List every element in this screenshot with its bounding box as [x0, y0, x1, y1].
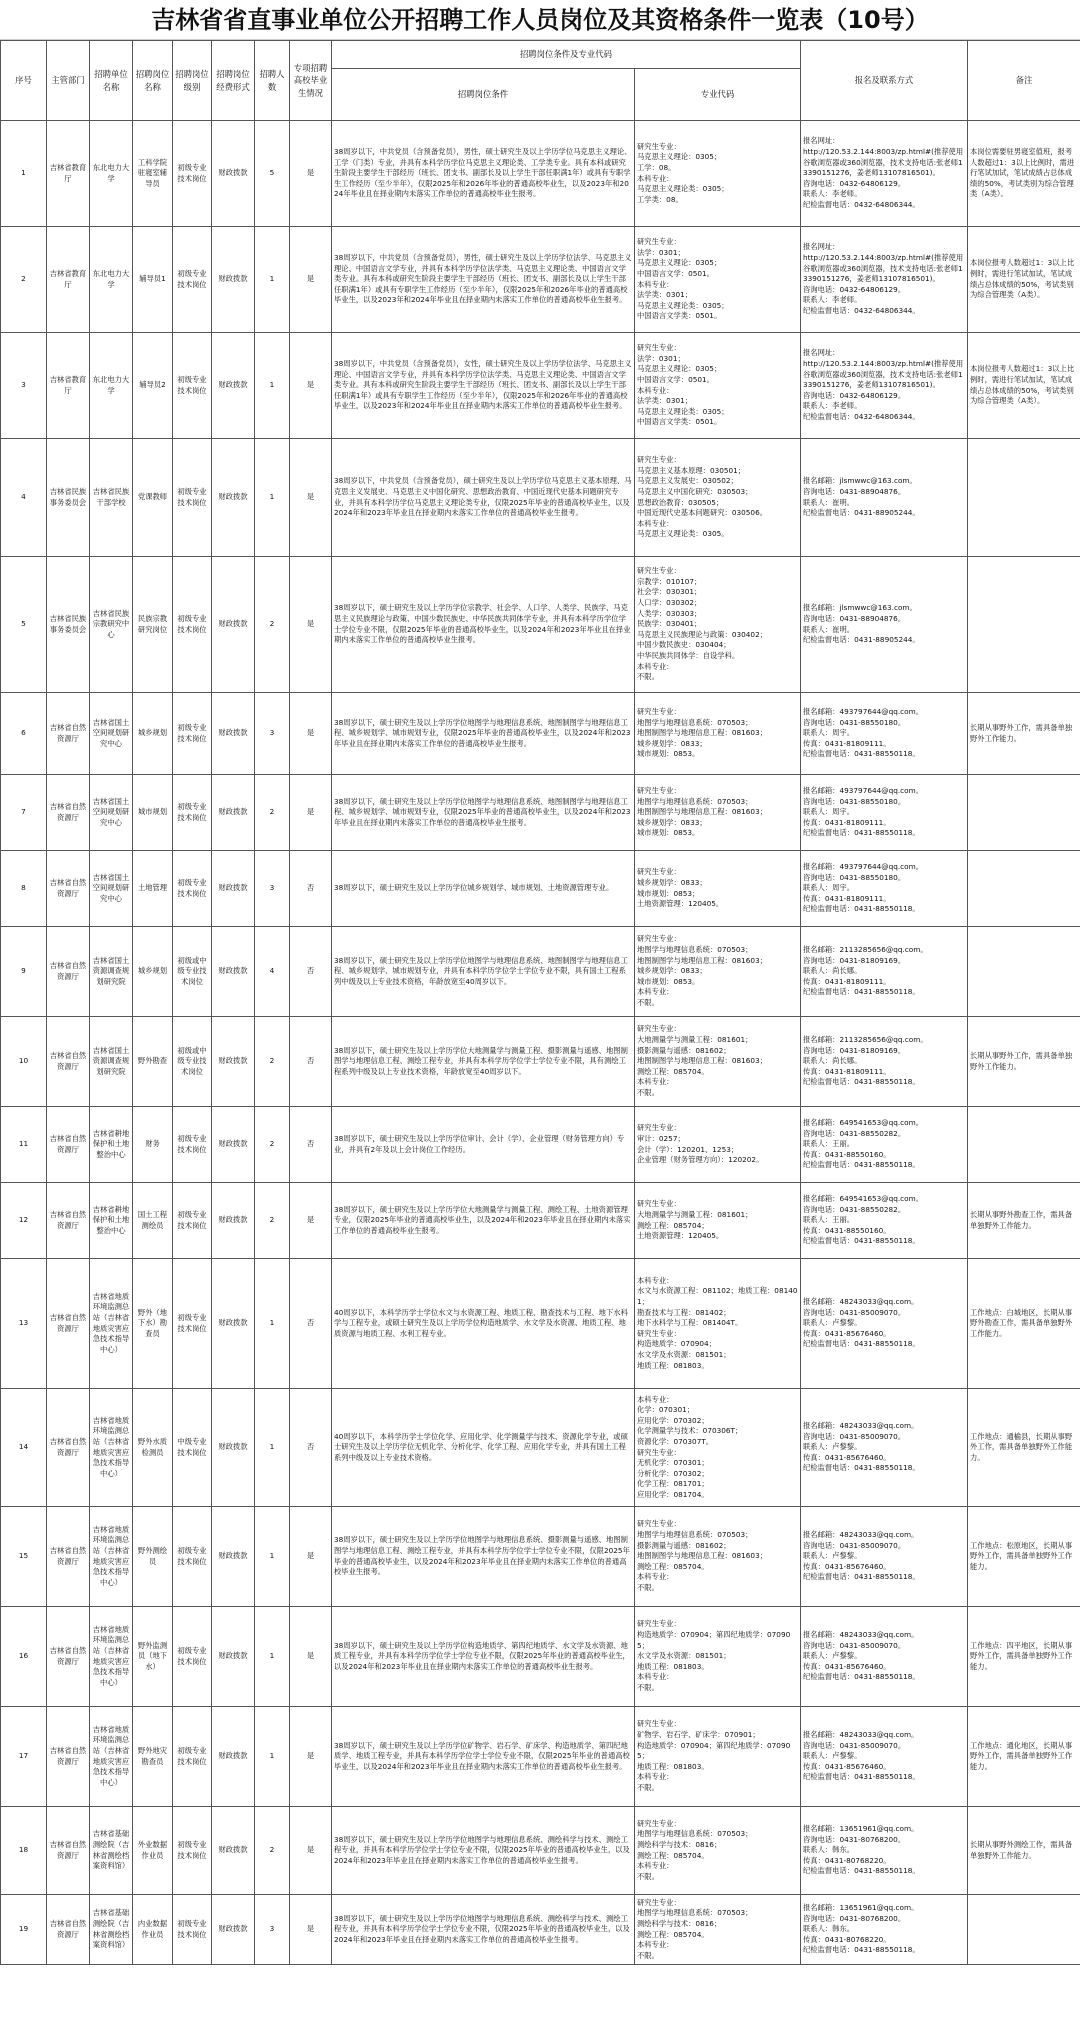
cell-level: 初级专业技术岗位	[173, 557, 212, 693]
cell-special: 是	[290, 1807, 332, 1895]
cell-contact: 报名邮箱：48243033@qq.com。 咨询电话：0431-85009070。 联系人：卢黎黎。 传真：0431-85676460。 纪检监督电话：0431-88550118。	[801, 1389, 968, 1507]
cell-funding: 财政拨款	[212, 693, 255, 775]
cell-funding: 财政拨款	[212, 1389, 255, 1507]
cell-seq: 19	[1, 1895, 47, 1965]
cell-cond: 40周岁以下，本科学历学士学位化学、应用化学、化学测量学与技术、资源化学专业，或硕士研究生及以上学历学位无机化学、分析化学、化学工程、应用化学专业，并具有国土工程系列中级及以上专业技术资格。	[332, 1389, 635, 1507]
cell-count: 1	[255, 1259, 290, 1389]
cell-cond: 38周岁以下，硕士研究生及以上学历学位地图学与地理信息系统、测绘科学与技术、测绘工程专业，并具有本科学历学位学士学位专业不限，仅限2025年毕业的普通高校毕业生，以及2024年和2023年毕业且在择业期内未落实工作单位的普通高校毕业生报考。	[332, 1807, 635, 1895]
cell-unit: 吉林省民族宗教研究中心	[90, 557, 133, 693]
cell-major: 研究生专业： 法学：0301； 马克思主义理论：0305； 中国语言文学：0501。 本科专业： 法学类：0301； 马克思主义理论类：0305； 中国语言文学类：0501。	[635, 333, 801, 439]
cell-level: 初级专业技术岗位	[173, 121, 212, 227]
cell-level: 初级专业技术岗位	[173, 1507, 212, 1607]
cell-special: 否	[290, 1389, 332, 1507]
cell-post: 外业数据作业员	[133, 1807, 173, 1895]
cell-dept: 吉林省自然资源厅	[47, 1507, 90, 1607]
cell-major: 研究生专业： 大地测量学与测量工程：081601； 测绘工程：085704； 土地资源管理：120405。	[635, 1183, 801, 1259]
cell-unit: 吉林省国土资源调查规划研究院	[90, 927, 133, 1017]
table-row	[1, 1607, 1080, 1707]
header-post: 招聘岗位名称	[133, 41, 173, 121]
cell-seq: 1	[1, 121, 47, 227]
cell-count: 2	[255, 1807, 290, 1895]
cell-seq: 18	[1, 1807, 47, 1895]
cell-special: 是	[290, 121, 332, 227]
header-contact: 报名及联系方式	[801, 41, 968, 121]
cell-remark: 本岗位报考人数超过1：3以上比例时，需进行笔试加试，笔试成绩占总体成绩的50%，考试类别为综合管理类（A类）。	[968, 227, 1080, 333]
cell-funding: 财政拨款	[212, 1707, 255, 1807]
cell-contact: 报名邮箱：jlsmwwc@163.com。 咨询电话：0431-88904876。 联系人：崔明。 纪检监督电话：0431-88905244。	[801, 557, 968, 693]
cell-unit: 东北电力大学	[90, 333, 133, 439]
cell-post: 城乡规划	[133, 693, 173, 775]
cell-funding: 财政拨款	[212, 927, 255, 1017]
cell-count: 1	[255, 1607, 290, 1707]
cell-post: 城乡规划	[133, 927, 173, 1017]
cell-seq: 13	[1, 1259, 47, 1389]
cell-funding: 财政拨款	[212, 557, 255, 693]
recruitment-table	[0, 40, 1080, 1965]
cell-post: 国土工程测绘员	[133, 1183, 173, 1259]
cell-contact: 报名网址： http://120.53.2.144:8003/zp.html#(推荐使用谷歌浏览器或360浏览器，技术支持电话:张老师13390151276，姜老师13107816501)。 咨询电话：0432-64806129。 联系人：李老师。 纪检监督电话：0432-64806344。	[801, 333, 968, 439]
cell-remark: 长期从事野外勘查工作，需具备单独野外工作能力。	[968, 1183, 1080, 1259]
cell-dept: 吉林省自然资源厅	[47, 1183, 90, 1259]
cell-funding: 财政拨款	[212, 1607, 255, 1707]
table-row	[1, 1807, 1080, 1895]
cell-contact: 报名邮箱：2113285656@qq.com。 咨询电话：0431-81809169。 联系人：尚长娜。 传真：0431-81809111。 纪检监督电话：0431-88550118。	[801, 927, 968, 1017]
cell-major: 本科专业： 化学：070301； 应用化学：070302； 化学测量学与技术：070306T； 资源化学：070307T。 研究生专业： 无机化学：070301； 分析化学：070302； 化学工程：081701； 应用化学：081704。	[635, 1389, 801, 1507]
cell-unit: 东北电力大学	[90, 227, 133, 333]
cell-funding: 财政拨款	[212, 227, 255, 333]
cell-contact: 报名邮箱：48243033@qq.com。 咨询电话：0431-85009070。 联系人：卢黎黎。 传真：0431-85676460。 纪检监督电话：0431-88550118。	[801, 1607, 968, 1707]
header-remark: 备注	[968, 41, 1080, 121]
cell-post: 野外勘查	[133, 1017, 173, 1107]
table-row	[1, 1183, 1080, 1259]
cell-cond: 38周岁以下，硕士研究生及以上学历学位大地测量学与测量工程、摄影测量与遥感、地图制图学与地理信息工程、测绘工程专业，并具有本科学历学位学士学位专业不限，具有测绘工程系列中级及以上专业技术资格，年龄放宽至40周岁以下。	[332, 1017, 635, 1107]
cell-remark: 长期从事野外测绘工作，需具备单独野外工作能力。	[968, 1807, 1080, 1895]
header-level: 招聘岗位级别	[173, 41, 212, 121]
cell-dept: 吉林省自然资源厅	[47, 1259, 90, 1389]
cell-seq: 11	[1, 1107, 47, 1183]
cell-special: 否	[290, 851, 332, 927]
cell-unit: 吉林省耕地保护和土地整治中心	[90, 1107, 133, 1183]
table-row	[1, 693, 1080, 775]
cell-count: 3	[255, 693, 290, 775]
cell-major: 研究生专业： 大地测量学与测量工程：081601； 摄影测量与遥感：081602； 地图制图学与地理信息工程：081603； 测绘工程：085704。 本科专业： 不限。	[635, 1017, 801, 1107]
cell-contact: 报名邮箱：493797644@qq.com。 咨询电话：0431-88550180。 联系人：周宇。 传真：0431-81809111。 纪检监督电话：0431-88550118。	[801, 851, 968, 927]
cell-funding: 财政拨款	[212, 1259, 255, 1389]
cell-post: 野外地灾勘查员	[133, 1707, 173, 1807]
cell-unit: 吉林省基础测绘院（吉林省测绘档案资料馆）	[90, 1807, 133, 1895]
cell-funding: 财政拨款	[212, 1507, 255, 1607]
cell-cond: 38周岁以下，硕士研究生及以上学历学位构造地质学、第四纪地质学、水文学及水资源、地质工程专业，并具有本科学历学位学士学位专业不限，仅限2025年毕业的普通高校毕业生，以及2024年和2023年毕业且在择业期内未落实工作单位的普通高校毕业生报考。	[332, 1607, 635, 1707]
cell-contact: 报名邮箱：493797644@qq.com。 咨询电话：0431-88550180。 联系人：周宇。 传真：0431-81809111。 纪检监督电话：0431-88550118。	[801, 775, 968, 851]
cell-post: 辅导员1	[133, 227, 173, 333]
cell-level: 初级专业技术岗位	[173, 1183, 212, 1259]
cell-remark: 工作地点：松原地区，长期从事野外工作，需具备单独野外工作能力。	[968, 1507, 1080, 1607]
cell-special: 否	[290, 927, 332, 1017]
cell-cond: 38周岁以下，硕士研究生及以上学历学位宗教学、社会学、人口学、人类学、民族学、马克思主义民族理论与政策、中国少数民族史、中华民族共同体学专业，并具有本科学历学位学士学位专业不限，仅限2025年毕业的普通高校毕业生，以及2024年和2023年毕业且在择业期内未落实工作单位的普通高校毕业生报考。	[332, 557, 635, 693]
cell-funding: 财政拨款	[212, 1183, 255, 1259]
cell-major: 研究生专业： 地图学与地理信息系统：070503； 摄影测量与遥感：081602； 地图制图学与地理信息工程：081603； 测绘工程：085704。 本科专业： 不限。	[635, 1507, 801, 1607]
cell-remark: 长期从事野外工作，需具备单独野外工作能力。	[968, 1017, 1080, 1107]
header-dept: 主管部门	[47, 41, 90, 121]
cell-special: 是	[290, 1707, 332, 1807]
cell-count: 1	[255, 1707, 290, 1807]
cell-remark	[968, 1107, 1080, 1183]
cell-level: 初级专业技术岗位	[173, 333, 212, 439]
cell-dept: 吉林省自然资源厅	[47, 1607, 90, 1707]
cell-seq: 12	[1, 1183, 47, 1259]
cell-funding: 财政拨款	[212, 1107, 255, 1183]
cell-dept: 吉林省自然资源厅	[47, 1707, 90, 1807]
page-title: 吉林省省直事业单位公开招聘工作人员岗位及其资格条件一览表（10号）	[0, 0, 1080, 40]
cell-level: 初级专业技术岗位	[173, 227, 212, 333]
cell-funding: 财政拨款	[212, 1895, 255, 1965]
cell-cond: 38周岁以下，中共党员（含预备党员），男性，硕士研究生及以上学历学位马克思主义理论、工学（门类）专业，并具有本科学历学位马克思主义理论类、工学类专业。具有本科或研究生阶段主要学生干部经历（班长、团支书、副部长及以上学生干部任职满1年）或具有专职学生工作经历（至少半年），仅限2025年和2026年毕业的普通高校毕业生，以及2023年和2024年毕业且在择业期内未落实工作单位的普通高校毕业生报考。	[332, 121, 635, 227]
cell-special: 是	[290, 1895, 332, 1965]
cell-unit: 吉林省国土空间规划研究中心	[90, 775, 133, 851]
cell-unit: 吉林省地质环境监测总站（吉林省地质灾害应急技术指导中心）	[90, 1259, 133, 1389]
cell-major: 研究生专业： 构造地质学：070904；第四纪地质学：070905； 水文学及水资源：081501； 地质工程：081803。 本科专业： 不限。	[635, 1607, 801, 1707]
cell-level: 初级专业技术岗位	[173, 775, 212, 851]
cell-dept: 吉林省自然资源厅	[47, 1807, 90, 1895]
cell-post: 工科学院驻寝室辅导员	[133, 121, 173, 227]
cell-level: 初级专业技术岗位	[173, 1259, 212, 1389]
cell-funding: 财政拨款	[212, 439, 255, 557]
cell-cond: 38周岁以下，中共党员（含预备党员），女性，硕士研究生及以上学历学位法学、马克思主义理论、中国语言文学专业，并具有本科学历学位法学类、马克思主义理论类、中国语言文学类专业。具有本科或研究生阶段主要学生干部经历（班长、团支书、副部长及以上学生干部任职满1年）或具有专职学生工作经历（至少半年），仅限2025年和2026年毕业的普通高校毕业生，以及2023年和2024年毕业且在择业期内未落实工作单位的普通高校毕业生报考。	[332, 333, 635, 439]
cell-cond: 38周岁以下，硕士研究生及以上学历学位审计、会计（学）、企业管理（财务管理方向）专业，并具有2年及以上会计岗位工作经历。	[332, 1107, 635, 1183]
cell-unit: 吉林省地质环境监测总站（吉林省地质灾害应急技术指导中心）	[90, 1707, 133, 1807]
cell-major: 研究生专业： 地图学与地理信息系统：070503； 地图制图学与地理信息工程：081603； 城乡规划学：0833； 城市规划：0853。 本科专业： 不限。	[635, 927, 801, 1017]
header-group: 招聘岗位条件及专业代码	[332, 41, 801, 69]
cell-post: 城市规划	[133, 775, 173, 851]
cell-major: 研究生专业： 城乡规划学：0833； 城市规划：0853； 土地资源管理：120405。	[635, 851, 801, 927]
cell-contact: 报名网址： http://120.53.2.144:8003/zp.html#(推荐使用谷歌浏览器或360浏览器，技术支持电话:张老师13390151276，姜老师13107816501)。 咨询电话：0432-64806129。 联系人：李老师。 纪检监督电话：0432-64806344。	[801, 227, 968, 333]
cell-post: 党课教师	[133, 439, 173, 557]
cell-seq: 10	[1, 1017, 47, 1107]
cell-dept: 吉林省自然资源厅	[47, 1017, 90, 1107]
cell-funding: 财政拨款	[212, 121, 255, 227]
cell-unit: 吉林省国土资源调查规划研究院	[90, 1017, 133, 1107]
cell-remark	[968, 851, 1080, 927]
table-row	[1, 1707, 1080, 1807]
cell-unit: 吉林省国土空间规划研究中心	[90, 693, 133, 775]
table-row	[1, 1107, 1080, 1183]
cell-special: 是	[290, 775, 332, 851]
table-row	[1, 333, 1080, 439]
header-unit: 招聘单位名称	[90, 41, 133, 121]
cell-dept: 吉林省自然资源厅	[47, 775, 90, 851]
cell-unit: 吉林省耕地保护和土地整治中心	[90, 1183, 133, 1259]
cell-seq: 9	[1, 927, 47, 1017]
cell-cond: 38周岁以下，硕士研究生及以上学历学位大地测量学与测量工程、测绘工程、土地资源管理专业，仅限2025年毕业的普通高校毕业生，以及2024年和2023年毕业且在择业期内未落实工作单位的普通高校毕业生报考。	[332, 1183, 635, 1259]
cell-cond: 38周岁以下，硕士研究生及以上学历学位地图学与地理信息系统、摄影测量与遥感、地图制图学与地理信息工程、测绘工程专业，并具有本科学历学位学士学位专业不限，仅限2025年毕业的普通高校毕业生，以及2024年和2023年毕业且在择业期内未落实工作单位的普通高校毕业生报考。	[332, 1507, 635, 1607]
header-count: 招聘人数	[255, 41, 290, 121]
header-seq: 序号	[1, 41, 47, 121]
cell-contact: 报名网址： http://120.53.2.144:8003/zp.html#(推荐使用谷歌浏览器或360浏览器，技术支持电话:张老师13390151276，姜老师13107816501)。 咨询电话：0432-64806129。 联系人：李老师。 纪检监督电话：0432-64806344。	[801, 121, 968, 227]
cell-major: 研究生专业： 地图学与地理信息系统：070503； 地图制图学与地理信息工程：081603； 城乡规划学：0833； 城市规划：0853。	[635, 693, 801, 775]
cell-major: 研究生专业： 审计：0257； 会计（学）：120201、1253； 企业管理（财务管理方向）：120202。	[635, 1107, 801, 1183]
cell-remark	[968, 439, 1080, 557]
cell-special: 否	[290, 1259, 332, 1389]
cell-major: 研究生专业： 马克思主义基本原理：030501； 马克思主义发展史：030502； 马克思主义中国化研究：030503； 思想政治教育：030505； 中国近现代史基本问题研究：030506。 本科专业： 马克思主义理论类：0305。	[635, 439, 801, 557]
cell-dept: 吉林省自然资源厅	[47, 927, 90, 1017]
table-row	[1, 121, 1080, 227]
cell-dept: 吉林省自然资源厅	[47, 1107, 90, 1183]
table-row	[1, 1507, 1080, 1607]
cell-remark: 本岗位需要驻男寝室值班，报考人数超过1：3以上比例时，需进行笔试加试，笔试成绩占总体成绩的50%，考试类别为综合管理类（A类）。	[968, 121, 1080, 227]
cell-contact: 报名邮箱：649541653@qq.com。 咨询电话：0431-88550282。 联系人：王丽。 传真：0431-88550160。 纪检监督电话：0431-88550118。	[801, 1183, 968, 1259]
cell-count: 4	[255, 927, 290, 1017]
cell-special: 是	[290, 227, 332, 333]
cell-cond: 38周岁以下，硕士研究生及以上学历学位矿物学、岩石学、矿床学、构造地质学、第四纪地质学、地质工程专业，并具有本科学历学位学士学位专业不限，仅限2025年毕业的普通高校毕业生，以及2024年和2023年毕业且在择业期内未落实工作单位的普通高校毕业生报考。	[332, 1707, 635, 1807]
cell-level: 初级或中级专业技术岗位	[173, 1017, 212, 1107]
cell-funding: 财政拨款	[212, 1807, 255, 1895]
cell-special: 是	[290, 439, 332, 557]
cell-special: 是	[290, 1507, 332, 1607]
cell-major: 研究生专业： 地图学与地理信息系统：070503； 测绘科学与技术：0816； 测绘工程：085704。 本科专业： 不限。	[635, 1895, 801, 1965]
cell-level: 初级专业技术岗位	[173, 1107, 212, 1183]
header-cond: 招聘岗位条件	[332, 69, 635, 121]
cell-major: 研究生专业： 法学：0301； 马克思主义理论：0305； 中国语言文学：0501。 本科专业： 法学类：0301； 马克思主义理论类：0305； 中国语言文学类：0501。	[635, 227, 801, 333]
cell-cond: 38周岁以下，硕士研究生及以上学历学位地图学与地理信息系统、测绘科学与技术、测绘工程专业，并具有本科学历学位学士学位专业不限，仅限2025年毕业的普通高校毕业生，以及2024年和2023年毕业且在择业期内未落实工作单位的普通高校毕业生报考。	[332, 1895, 635, 1965]
cell-funding: 财政拨款	[212, 775, 255, 851]
cell-count: 2	[255, 557, 290, 693]
cell-seq: 8	[1, 851, 47, 927]
cell-count: 3	[255, 1895, 290, 1965]
cell-count: 2	[255, 1183, 290, 1259]
cell-seq: 4	[1, 439, 47, 557]
table-row	[1, 439, 1080, 557]
table-row	[1, 851, 1080, 927]
cell-cond: 38周岁以下，硕士研究生及以上学历学位城乡规划学、城市规划、土地资源管理专业。	[332, 851, 635, 927]
cell-dept: 吉林省自然资源厅	[47, 1389, 90, 1507]
cell-contact: 报名邮箱：48243033@qq.com。 咨询电话：0431-85009070。 联系人：卢黎黎。 传真：0431-85676460。 纪检监督电话：0431-88550118。	[801, 1259, 968, 1389]
cell-cond: 38周岁以下，硕士研究生及以上学历学位地图学与地理信息系统、地图制图学与地理信息工程、城乡规划学、城市规划专业，并具有本科学历学位学士学位专业不限，具有国土工程系列中级及以上专业技术资格，年龄放宽至40周岁以下。	[332, 927, 635, 1017]
cell-dept: 吉林省教育厅	[47, 333, 90, 439]
cell-post: 野外水质检测员	[133, 1389, 173, 1507]
cell-unit: 吉林省地质环境监测总站（吉林省地质灾害应急技术指导中心）	[90, 1607, 133, 1707]
cell-cond: 38周岁以下，硕士研究生及以上学历学位地图学与地理信息系统、地图制图学与地理信息工程、城乡规划学、城市规划专业，仅限2025年毕业的普通高校毕业生，以及2024年和2023年毕业且在择业期内未落实工作单位的普通高校毕业生报考。	[332, 775, 635, 851]
cell-post: 民族宗教研究岗位	[133, 557, 173, 693]
cell-remark: 工作地点：通榆县，长期从事野外工作，需具备单独野外工作能力。	[968, 1389, 1080, 1507]
cell-cond: 38周岁以下，硕士研究生及以上学历学位地图学与地理信息系统、地图制图学与地理信息工程、城乡规划学、城市规划专业，仅限2025年毕业的普通高校毕业生，以及2024年和2023年毕业且在择业期内未落实工作单位的普通高校毕业生报考。	[332, 693, 635, 775]
table-row	[1, 927, 1080, 1017]
cell-level: 初级专业技术岗位	[173, 851, 212, 927]
cell-funding: 财政拨款	[212, 333, 255, 439]
cell-seq: 2	[1, 227, 47, 333]
cell-contact: 报名邮箱：48243033@qq.com。 咨询电话：0431-85009070。 联系人：卢黎黎。 传真：0431-85676460。 纪检监督电话：0431-88550118。	[801, 1507, 968, 1607]
cell-unit: 东北电力大学	[90, 121, 133, 227]
cell-remark: 本岗位报考人数超过1：3以上比例时，需进行笔试加试，笔试成绩占总体成绩的50%，考试类别为综合管理类（A类）。	[968, 333, 1080, 439]
table-row	[1, 775, 1080, 851]
cell-dept: 吉林省民族事务委员会	[47, 439, 90, 557]
cell-remark: 工作地点：白城地区，长期从事野外勘查工作，需具备单独野外工作能力。	[968, 1259, 1080, 1389]
cell-dept: 吉林省自然资源厅	[47, 693, 90, 775]
cell-post: 财务	[133, 1107, 173, 1183]
cell-post: 野外（地下水）勘查员	[133, 1259, 173, 1389]
cell-post: 辅导员2	[133, 333, 173, 439]
cell-count: 5	[255, 121, 290, 227]
cell-level: 初级专业技术岗位	[173, 439, 212, 557]
cell-count: 2	[255, 1017, 290, 1107]
cell-dept: 吉林省自然资源厅	[47, 1895, 90, 1965]
table-row	[1, 1389, 1080, 1507]
header-funding: 招聘岗位经费形式	[212, 41, 255, 121]
header-special: 专项招聘高校毕业生情况	[290, 41, 332, 121]
cell-count: 2	[255, 775, 290, 851]
cell-seq: 15	[1, 1507, 47, 1607]
cell-unit: 吉林省基础测绘院（吉林省测绘档案资料馆）	[90, 1895, 133, 1965]
cell-contact: 报名邮箱：493797644@qq.com。 咨询电话：0431-88550180。 联系人：周宇。 传真：0431-81809111。 纪检监督电话：0431-88550118。	[801, 693, 968, 775]
cell-seq: 14	[1, 1389, 47, 1507]
cell-special: 是	[290, 333, 332, 439]
cell-special: 是	[290, 693, 332, 775]
cell-count: 2	[255, 1107, 290, 1183]
cell-remark	[968, 557, 1080, 693]
cell-contact: 报名邮箱：jlsmwwc@163.com。 咨询电话：0431-88904876。 联系人：崔明。 纪检监督电话：0431-88905244。	[801, 439, 968, 557]
cell-major: 研究生专业： 宗教学：010107； 社会学：030301； 人口学：030302； 人类学：030303； 民族学：030401； 马克思主义民族理论与政策：030402； 中国少数民族史：030404； 中华民族共同体学：自设学科。 本科专业： 不限。	[635, 557, 801, 693]
table-row	[1, 227, 1080, 333]
header-major: 专业代码	[635, 69, 801, 121]
cell-count: 1	[255, 439, 290, 557]
cell-unit: 吉林省民族干部学校	[90, 439, 133, 557]
cell-major: 研究生专业： 地图学与地理信息系统：070503； 地图制图学与地理信息工程：081603； 城乡规划学：0833； 城市规划：0853。	[635, 775, 801, 851]
table-row	[1, 1895, 1080, 1965]
cell-dept: 吉林省教育厅	[47, 227, 90, 333]
cell-seq: 5	[1, 557, 47, 693]
cell-count: 1	[255, 227, 290, 333]
cell-level: 初级专业技术岗位	[173, 1807, 212, 1895]
cell-contact: 报名邮箱：649541653@qq.com。 咨询电话：0431-88550282。 联系人：王丽。 传真：0431-88550160。 纪检监督电话：0431-88550118。	[801, 1107, 968, 1183]
cell-post: 野外测绘员	[133, 1507, 173, 1607]
table-row	[1, 1017, 1080, 1107]
cell-count: 3	[255, 851, 290, 927]
cell-post: 土地管理	[133, 851, 173, 927]
cell-dept: 吉林省民族事务委员会	[47, 557, 90, 693]
cell-remark: 长期从事野外工作，需具备单独野外工作能力。	[968, 693, 1080, 775]
cell-count: 1	[255, 1507, 290, 1607]
cell-level: 初级专业技术岗位	[173, 1707, 212, 1807]
cell-remark: 工作地点：四平地区，长期从事野外工作，需具备单独野外工作能力。	[968, 1607, 1080, 1707]
cell-special: 否	[290, 1107, 332, 1183]
cell-major: 研究生专业： 马克思主义理论：0305； 工学：08。 本科专业： 马克思主义理论类：0305； 工学类：08。	[635, 121, 801, 227]
cell-special: 是	[290, 1607, 332, 1707]
cell-post: 野外监测员（地下水）	[133, 1607, 173, 1707]
table-row	[1, 1259, 1080, 1389]
cell-special: 是	[290, 1183, 332, 1259]
cell-contact: 报名邮箱：13651961@qq.com。 咨询电话：0431-80768200。 联系人：韩东。 传真：0431-80768220。 纪检监督电话：0431-88550118。	[801, 1807, 968, 1895]
table-row	[1, 557, 1080, 693]
cell-count: 1	[255, 333, 290, 439]
cell-level: 初级专业技术岗位	[173, 693, 212, 775]
cell-special: 是	[290, 557, 332, 693]
cell-seq: 16	[1, 1607, 47, 1707]
cell-contact: 报名邮箱：48243033@qq.com。 咨询电话：0431-85009070。 联系人：卢黎黎。 传真：0431-85676460。 纪检监督电话：0431-88550118。	[801, 1707, 968, 1807]
table-body	[1, 121, 1080, 1965]
cell-level: 中级专业技术岗位	[173, 1389, 212, 1507]
cell-unit: 吉林省地质环境监测总站（吉林省地质灾害应急技术指导中心）	[90, 1389, 133, 1507]
cell-seq: 17	[1, 1707, 47, 1807]
cell-cond: 38周岁以下，中共党员（含预备党员），男性，硕士研究生及以上学历学位法学、马克思主义理论、中国语言文学专业，并具有本科学历学位法学类、马克思主义理论类、中国语言文学类专业。具有本科或研究生阶段主要学生干部经历（班长、团支书、副部长及以上学生干部任职满1年）或具有专职学生工作经历（至少半年），仅限2025年和2026年毕业的普通高校毕业生，以及2023年和2024年毕业且在择业期内未落实工作单位的普通高校毕业生报考。	[332, 227, 635, 333]
cell-unit: 吉林省地质环境监测总站（吉林省地质灾害应急技术指导中心）	[90, 1507, 133, 1607]
cell-remark	[968, 775, 1080, 851]
cell-count: 1	[255, 1389, 290, 1507]
cell-remark	[968, 1895, 1080, 1965]
cell-level: 初级专业技术岗位	[173, 1607, 212, 1707]
cell-seq: 7	[1, 775, 47, 851]
cell-contact: 报名邮箱：2113285656@qq.com。 咨询电话：0431-81809169。 联系人：尚长娜。 传真：0431-81809111。 纪检监督电话：0431-88550118。	[801, 1017, 968, 1107]
cell-remark: 工作地点：通化地区，长期从事野外工作，需具备单独野外工作能力。	[968, 1707, 1080, 1807]
cell-unit: 吉林省国土空间规划研究中心	[90, 851, 133, 927]
cell-cond: 40周岁以下，本科学历学士学位水文与水资源工程、地质工程、勘查技术与工程、地下水科学与工程专业，或硕士研究生及以上学历学位构造地质学、水文学及水资源、地质工程、地质资源与地质工程、水利工程专业。	[332, 1259, 635, 1389]
cell-level: 初级专业技术岗位	[173, 1895, 212, 1965]
cell-major: 研究生专业： 矿物学、岩石学、矿床学：070901； 构造地质学：070904；第四纪地质学：070905； 地质工程：081803。 本科专业： 不限。	[635, 1707, 801, 1807]
cell-special: 否	[290, 1017, 332, 1107]
cell-major: 研究生专业： 地图学与地理信息系统：070503； 测绘科学与技术：0816； 测绘工程：085704。 本科专业： 不限。	[635, 1807, 801, 1895]
cell-dept: 吉林省教育厅	[47, 121, 90, 227]
cell-major: 本科专业： 水文与水资源工程：081102；地质工程：081401； 勘查技术与工程：081402； 地下水科学与工程：081404T。 研究生专业： 构造地质学：070904； 水文学及水资源：081501； 地质工程：081803。	[635, 1259, 801, 1389]
cell-contact: 报名邮箱：13651961@qq.com。 咨询电话：0431-80768200。 联系人：韩东。 传真：0431-80768220。 纪检监督电话：0431-88550118。	[801, 1895, 968, 1965]
cell-seq: 3	[1, 333, 47, 439]
cell-funding: 财政拨款	[212, 1017, 255, 1107]
cell-funding: 财政拨款	[212, 851, 255, 927]
cell-dept: 吉林省自然资源厅	[47, 851, 90, 927]
cell-seq: 6	[1, 693, 47, 775]
cell-remark	[968, 927, 1080, 1017]
cell-level: 初级或中级专业技术岗位	[173, 927, 212, 1017]
cell-cond: 38周岁以下，中共党员（含预备党员），硕士研究生及以上学历学位马克思主义基本原理、马克思主义发展史、马克思主义中国化研究、思想政治教育、中国近现代史基本问题研究专业，并具有本科学历学位马克思主义理论类专业，仅限2025年毕业的普通高校毕业生，以及2024年和2023年毕业且在择业期内未落实工作单位的普通高校毕业生报考。	[332, 439, 635, 557]
cell-post: 内业数据作业员	[133, 1895, 173, 1965]
